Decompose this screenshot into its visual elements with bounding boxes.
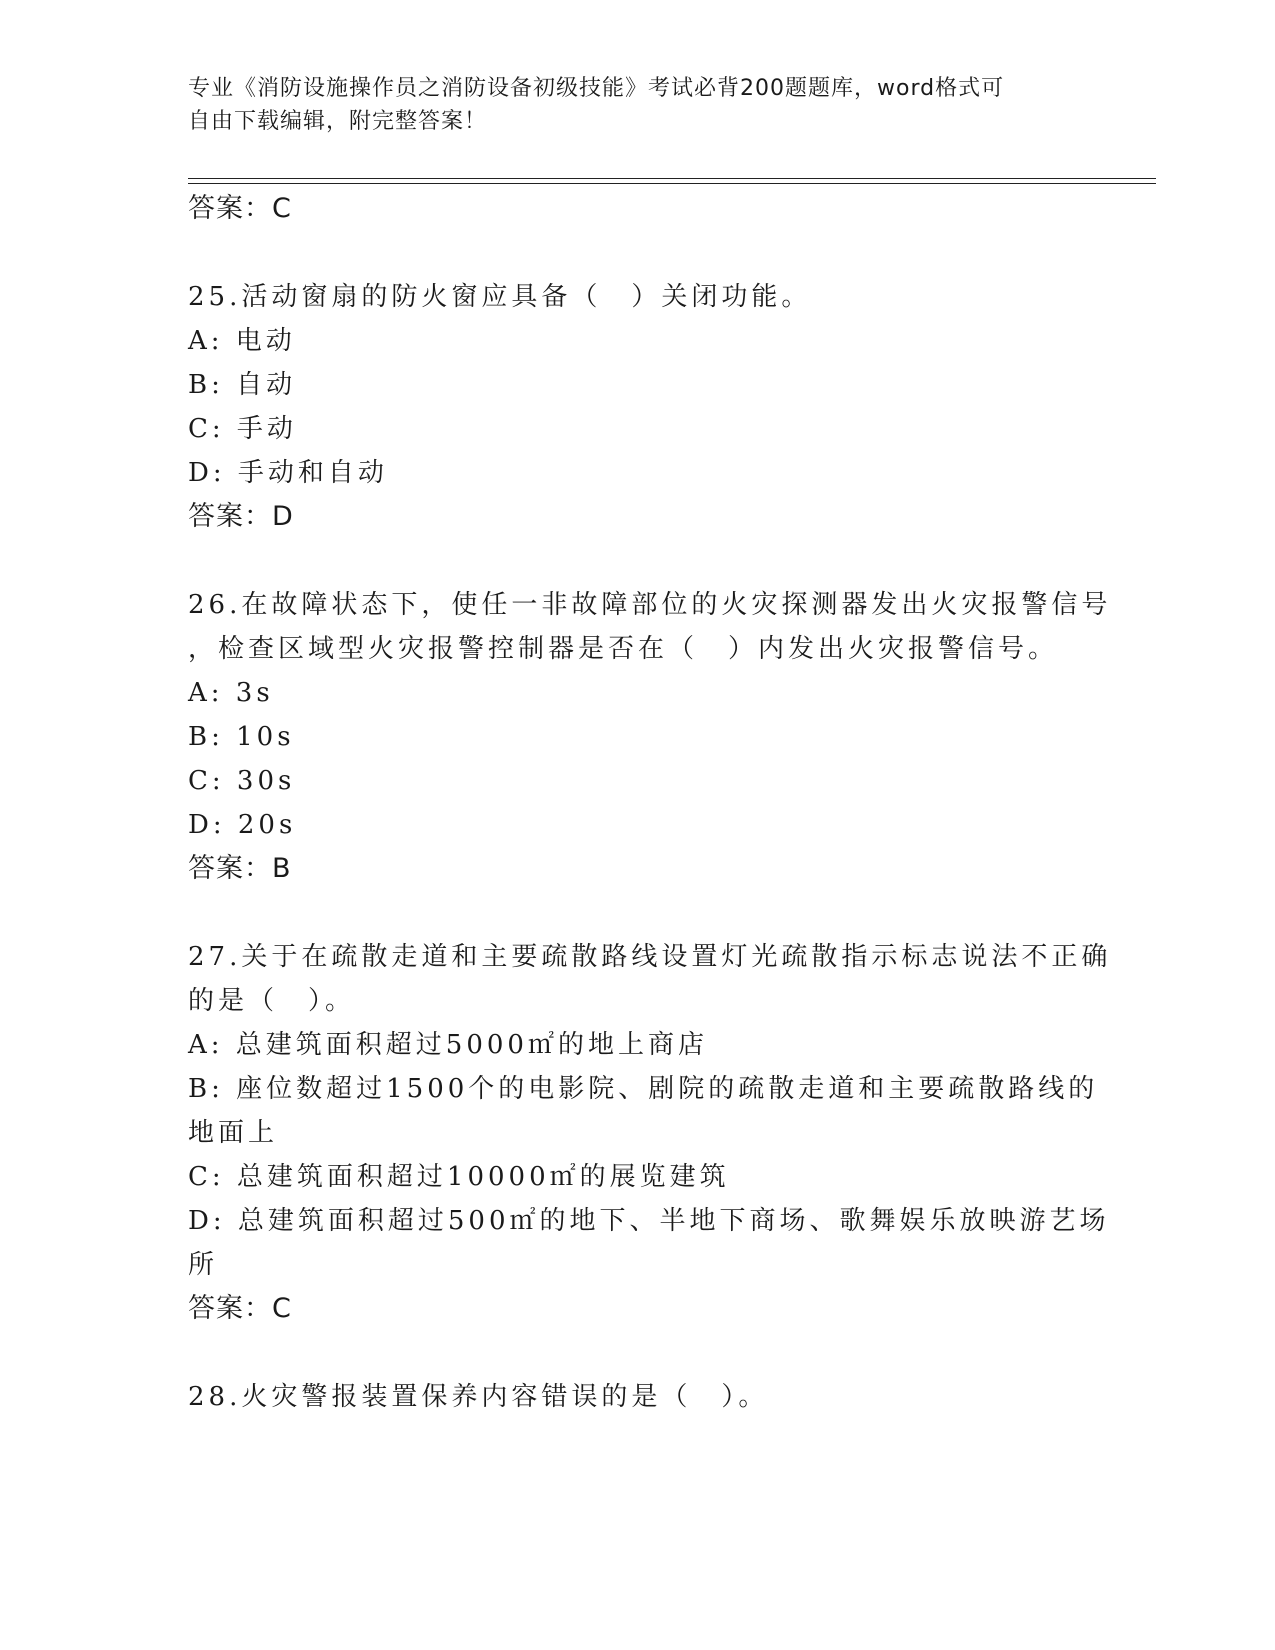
option-a: A: 总建筑面积超过5000㎡的地上商店	[188, 1030, 708, 1060]
header-divider-bottom	[188, 183, 1156, 184]
answer-line: 答案：C	[188, 193, 292, 224]
option-a: A: 电动	[188, 326, 296, 356]
answer-line: 答案：D	[188, 501, 294, 532]
header-line-1: 专业《消防设施操作员之消防设备初级技能》考试必背200题题库，word格式可	[188, 76, 1005, 101]
option-c: C: 30s	[188, 766, 296, 796]
option-d: D: 总建筑面积超过500㎡的地下、半地下商场、歌舞娱乐放映游艺场	[188, 1206, 1110, 1236]
option-c: C: 手动	[188, 414, 297, 444]
option-c: C: 总建筑面积超过10000㎡的展览建筑	[188, 1162, 730, 1192]
answer-line: 答案：C	[188, 1293, 292, 1324]
option-d-continued: 所	[188, 1250, 219, 1280]
option-d: D: 手动和自动	[188, 458, 388, 488]
header-line-2: 自由下载编辑，附完整答案！	[188, 109, 488, 134]
option-b: B: 自动	[188, 370, 297, 400]
option-b-continued: 地面上	[188, 1118, 279, 1148]
answer-line: 答案：B	[188, 853, 292, 884]
question-stem: 27.关于在疏散走道和主要疏散路线设置灯光疏散指示标志说法不正确	[188, 942, 1112, 972]
document-header	[188, 72, 1068, 138]
question-stem: 26.在故障状态下，使任一非故障部位的火灾探测器发出火灾报警信号	[188, 590, 1112, 620]
question-stem: 25.活动窗扇的防火窗应具备（ ）关闭功能。	[188, 282, 812, 312]
question-stem-continued: ，检查区域型火灾报警控制器是否在（ ）内发出火灾报警信号。	[188, 634, 1059, 664]
option-a: A: 3s	[188, 678, 274, 708]
option-d: D: 20s	[188, 810, 297, 840]
option-b: B: 10s	[188, 722, 295, 752]
question-stem-continued: 的是（ ）。	[188, 986, 356, 1016]
question-stem: 28.火灾警报装置保养内容错误的是（ ）。	[188, 1382, 769, 1412]
header-divider-top	[188, 178, 1156, 179]
option-b: B: 座位数超过1500个的电影院、剧院的疏散走道和主要疏散路线的	[188, 1074, 1099, 1104]
